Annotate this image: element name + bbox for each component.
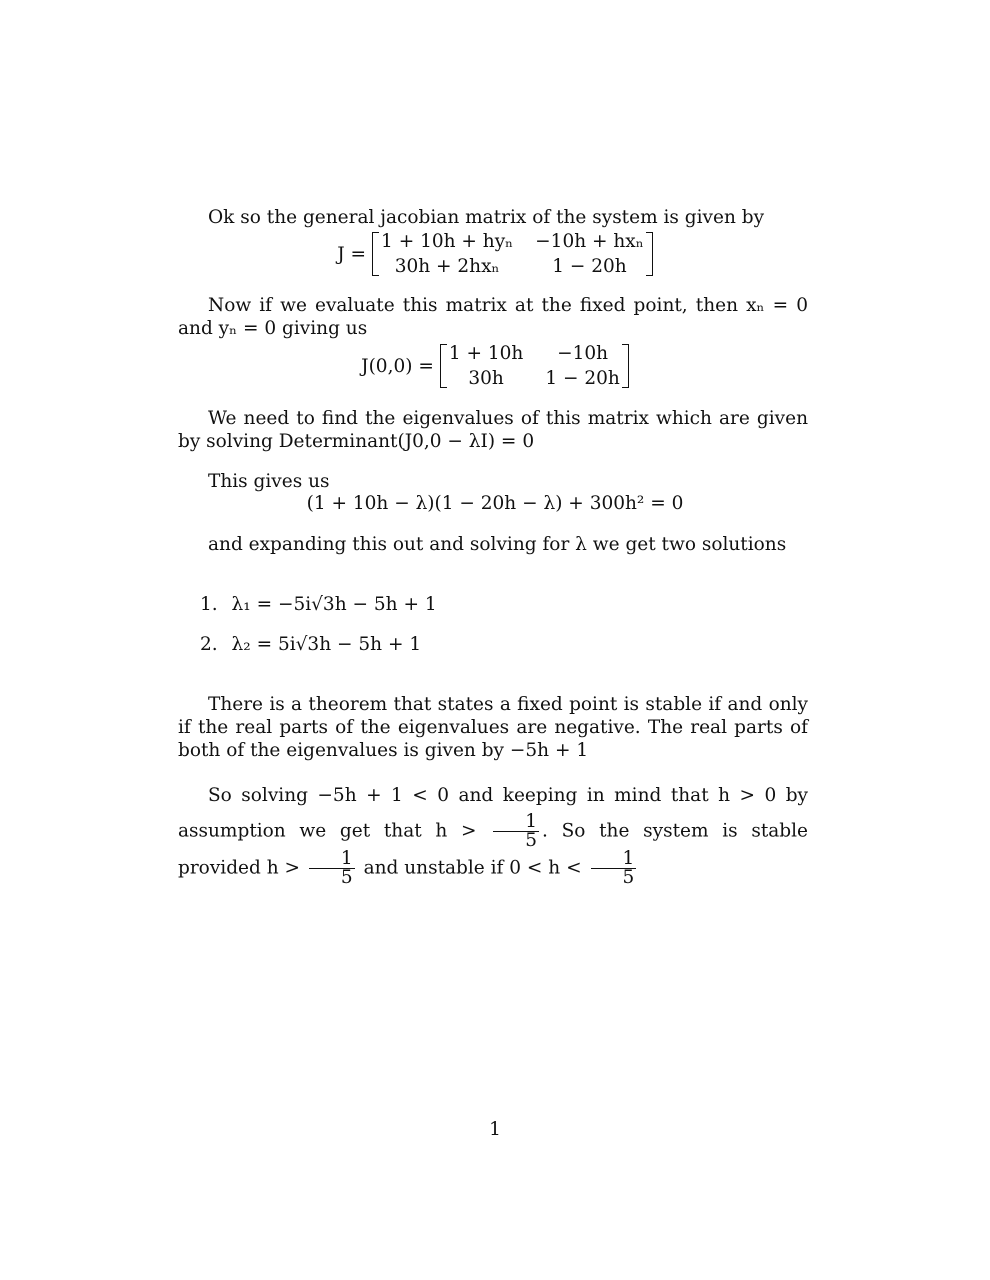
- characteristic-equation: (1 + 10h − λ)(1 − 20h − λ) + 300h² = 0: [306, 493, 684, 514]
- matrix-cell-22: 1 − 20h: [545, 368, 620, 389]
- matrix-cell-11: 1 + 10h: [448, 343, 524, 364]
- matrix-cell-12: −10h: [557, 343, 609, 364]
- solution-list-item: [200, 633, 421, 656]
- fraction-denominator: 5: [525, 830, 538, 851]
- solution-lambda-1: λ₁ = −5i√3h − 5h + 1: [231, 594, 437, 615]
- fraction-one-fifth: [309, 850, 355, 887]
- matrix-lhs: J(0,0) =: [361, 355, 434, 377]
- paragraph-eigenvalues: We need to find the eigenvalues of this matrix which are given by solving Determinant(J0,0 − λI) = 0: [178, 408, 808, 452]
- fraction-numerator: 1: [591, 850, 637, 869]
- solution-list-item: [200, 593, 437, 616]
- list-number: 1.: [200, 594, 218, 615]
- matrix-cell-11: 1 + 10h + hyₙ: [381, 231, 514, 252]
- paragraph-expanding: and expanding this out and solving for λ we get two solutions: [208, 534, 787, 555]
- left-bracket: [440, 344, 447, 388]
- fraction-one-fifth: [591, 850, 637, 887]
- conclusion-text-b: . So the system is stable provided h >: [178, 820, 808, 879]
- list-number: 2.: [200, 634, 218, 655]
- right-bracket: [646, 232, 653, 276]
- paragraph-fixed-point: Now if we evaluate this matrix at the fixed point, then xₙ = 0 and yₙ = 0 giving us: [178, 295, 808, 339]
- paragraph-gives-us: This gives us: [208, 471, 330, 492]
- paragraph-conclusion: [178, 779, 808, 887]
- paragraph-theorem: There is a theorem that states a fixed point is stable if and only if the real parts of the eigenvalues are negative. The real parts of both of the eigenvalues is given by −5h + 1: [178, 694, 808, 761]
- fraction-numerator: 1: [493, 813, 539, 832]
- left-bracket: [372, 232, 379, 276]
- paragraph-intro: Ok so the general jacobian matrix of the system is given by: [208, 207, 765, 228]
- matrix-cell-22: 1 − 20h: [552, 256, 627, 277]
- jacobian-matrix-general: [0, 230, 990, 278]
- matrix-lhs: J =: [337, 243, 367, 265]
- conclusion-text-c: and unstable if 0 < h <: [363, 857, 582, 879]
- right-bracket: [622, 344, 629, 388]
- fraction-one-fifth: [493, 813, 539, 850]
- fraction-numerator: 1: [309, 850, 355, 869]
- solution-lambda-2: λ₂ = 5i√3h − 5h + 1: [231, 634, 422, 655]
- matrix-cell-21: 30h: [468, 368, 504, 389]
- fraction-denominator: 5: [622, 867, 635, 888]
- matrix-cell-21: 30h + 2hxₙ: [394, 256, 500, 277]
- fraction-denominator: 5: [340, 867, 353, 888]
- conclusion-text-a: So solving −5h + 1 < 0 and keeping in mind that h > 0 by assumption we get that h >: [178, 785, 808, 842]
- page-number: 1: [489, 1119, 501, 1140]
- jacobian-matrix-fixed-point: [0, 342, 990, 390]
- matrix-cell-12: −10h + hxₙ: [535, 231, 644, 252]
